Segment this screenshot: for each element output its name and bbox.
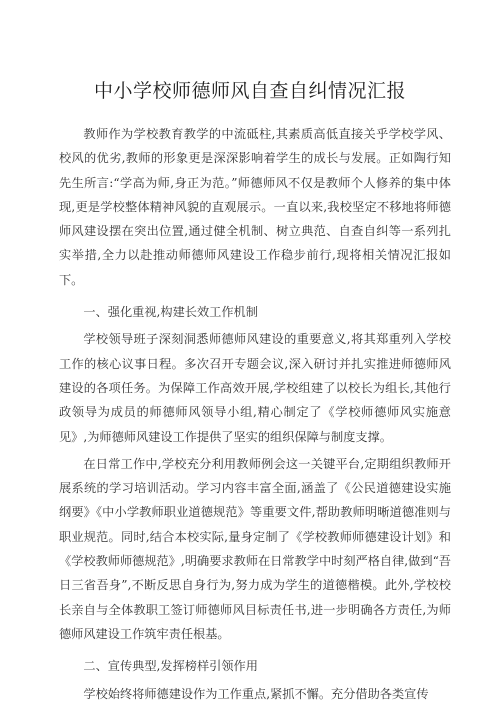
intro-paragraph: 教师作为学校教育教学的中流砥柱,其素质高低直接关乎学校学风、校风的优劣,教师的形象更是深深影响着学生的成长与发展。正如陶行知先生所言:“学高为师,身正为范。”师德师风不仅是教师个人修养的集中体现,更是学校整体精神风貌的直观展示。一直以来,我校坚定不移地将师德师风建设摆在突出位置,通过健全机制、树立典范、自查自纠等一系列扎实举措,全力以赴推动师德师风建设工作稳步前行,现将相关情况汇报如下。 xyxy=(59,127,451,287)
section-heading-1: 一、强化重视,构建长效工作机制 xyxy=(83,305,258,320)
section-1-paragraph-2: 在日常工作中,学校充分利用教师例会这一关键平台,定期组织教师开展系统的学习培训活动。学习内容丰富全面,涵盖了《公民道德建设实施纲要》《中小学教师职业道德规范》等重要文件,帮助教师明晰道德准则与职业规范。同时,结合本校实际,量身定制了《学校教师师德建设计划》和《学校教师师德规范》,明确要求教师在日常教学中时刻严格自律,做到“吾日三省吾身”,不断反思自身行为,努力成为学生的道德楷模。此外,学校校长亲自与全体教职工签订师德师风目标责任书,进一步明确各方责任,为师德师风建设工作筑牢责任根基。 xyxy=(59,456,451,641)
document-body xyxy=(59,122,451,706)
section-2-paragraph-1: 学校始终将师德建设作为工作重点,紧抓不懈。充分借助各类宣传 xyxy=(83,686,429,701)
section-1-paragraph-1: 学校领导班子深刻洞悉师德师风建设的重要意义,将其郑重列入学校工作的核心议事日程。多次召开专题会议,深入研讨并扎实推进师德师风建设的各项任务。为保障工作高效开展,学校组建了以校长为组长,其他行政领导为成员的师德师风领导小组,精心制定了《学校师德师风实施意见》,为师德师风建设工作提供了坚实的组织保障与制度支撑。 xyxy=(59,332,451,444)
document-title: 中小学校师德师风自查自纠情况汇报 xyxy=(93,80,406,102)
section-heading-2: 二、宣传典型,发挥榜样引领作用 xyxy=(83,659,258,674)
